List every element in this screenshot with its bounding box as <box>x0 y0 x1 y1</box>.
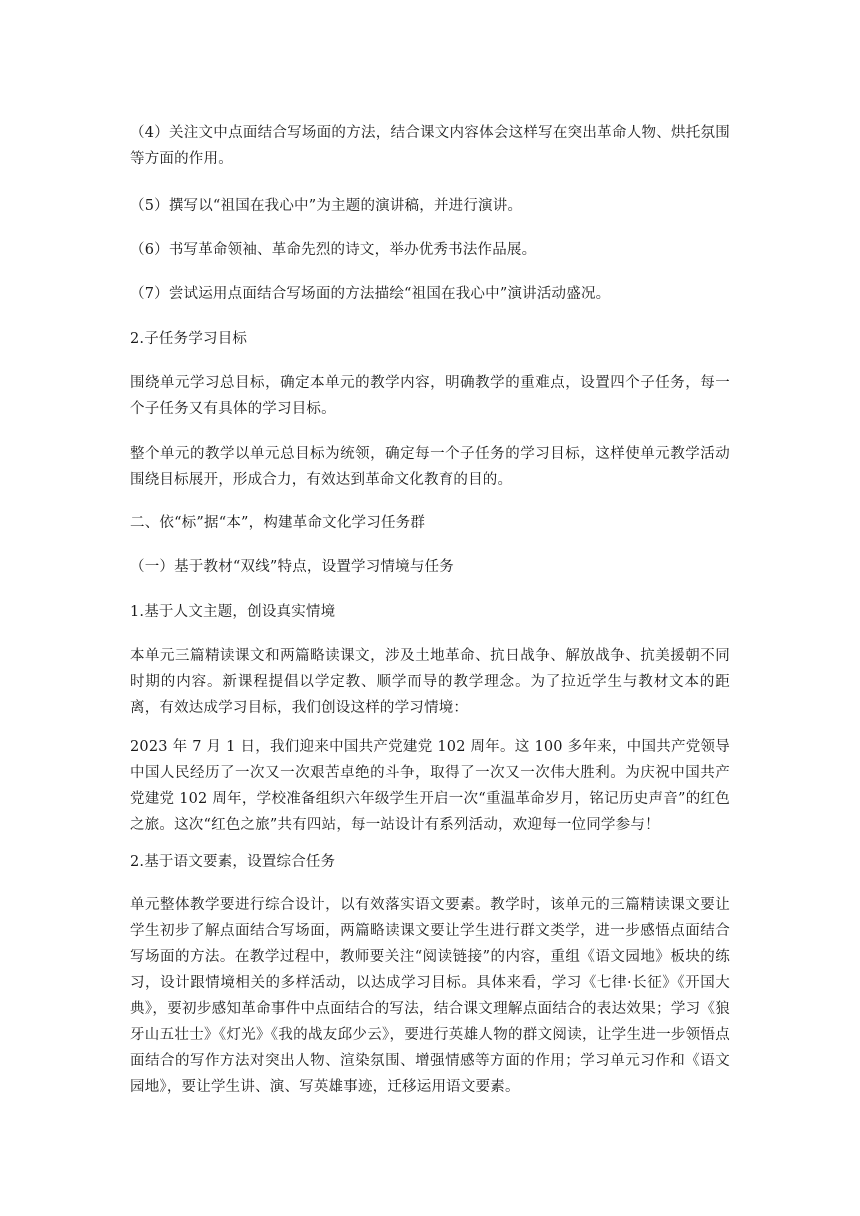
heading-subtask-goals: 2.子任务学习目标 <box>130 331 248 347</box>
heading-section-2: 二、依“标”据“本”，构建革命文化学习任务群 <box>130 515 426 531</box>
paragraph-goal-6: （6）书写革命领袖、革命先烈的诗文，举办优秀书法作品展。 <box>130 242 537 258</box>
paragraph-unit-goals: 整个单元的教学以单元总目标为统领，确定每一个子任务的学习目标，这样使单元教学活动围绕目标展开，形成合力，有效达到革命文化教育的目的。 <box>130 446 730 488</box>
paragraph-subtask-goals: 围绕单元学习总目标，确定本单元的教学内容，明确教学的重难点，设置四个子任务，每一个子任务又有具体的学习目标。 <box>130 375 730 417</box>
heading-subsection-1: （一）基于教材“双线”特点，设置学习情境与任务 <box>130 559 454 575</box>
heading-language-elements: 2.基于语文要素，设置综合任务 <box>130 854 336 870</box>
paragraph-learning-scenario: 2023 年 7 月 1 日，我们迎来中国共产党建党 102 周年。这 100 多年来，中国共产党领导中国人民经历了一次又一次艰苦卓绝的斗争，取得了一次又一次伟大胜利。为庆祝中国共产党建党 102 周年，学校准备组织六年级学生开启一次“重温革命岁月，铭记历史声音”的红色之旅。这次“红色之旅”共有四站，每一站设计有系列活动，欢迎每一位同学参与！ <box>130 739 730 833</box>
paragraph-unit-content: 本单元三篇精读课文和两篇略读课文，涉及土地革命、抗日战争、解放战争、抗美援朝不同时期的内容。新课程提倡以学定教、顺学而导的教学理念。为了拉近学生与教材文本的距离，有效达成学习目标，我们创设这样的学习情境： <box>130 648 730 716</box>
paragraph-goal-5: （5）撰写以“祖国在我心中”为主题的演讲稿，并进行演讲。 <box>130 198 523 214</box>
paragraph-goal-4: （4）关注文中点面结合写场面的方法，结合课文内容体会这样写在突出革命人物、烘托氛围等方面的作用。 <box>130 125 730 167</box>
paragraph-integrated-tasks: 单元整体教学要进行综合设计，以有效落实语文要素。教学时，该单元的三篇精读课文要让学生初步了解点面结合写场面，两篇略读课文要让学生进行群文类学，进一步感悟点面结合写场面的方法。在教学过程中，教师要关注“阅读链接”的内容，重组《语文园地》板块的练习，设计跟情境相关的多样活动，以达成学习目标。具体来看，学习《七律·长征》《开国大典》，要初步感知革命事件中点面结合的写法，结合课文理解点面结合的表达效果；学习《狼牙山五壮士》《灯光》《我的战友邱少云》，要进行英雄人物的群文阅读，让学生进一步领悟点面结合的写作方法对突出人物、渲染氛围、增强情感等方面的作用；学习单元习作和《语文园地》，要让学生讲、演、写英雄事迹，迁移运用语文要素。 <box>130 897 730 1095</box>
paragraph-goal-7: （7）尝试运用点面结合写场面的方法描绘“祖国在我心中”演讲活动盛况。 <box>130 286 611 302</box>
heading-humanities-theme: 1.基于人文主题，创设真实情境 <box>130 604 336 620</box>
